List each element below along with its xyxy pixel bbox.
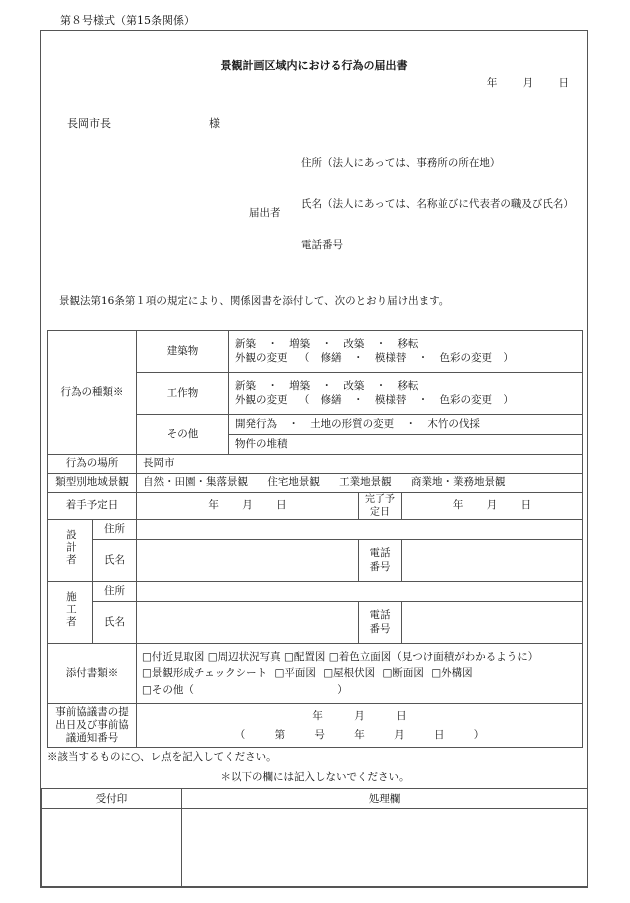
- structure-options[interactable]: [229, 373, 583, 415]
- structure-options-line2: 外観の変更 （ 修繕 ・ 模様替 ・ 色彩の変更 ）: [235, 393, 514, 406]
- designer-address-label: 住所: [93, 520, 137, 540]
- prior-consultation-number: （ 第 号 年 月 日 ）: [234, 728, 485, 741]
- location-label: 行為の場所: [48, 455, 137, 474]
- notifier-address-field[interactable]: 住所（法人にあっては、事務所の所在地）: [301, 157, 501, 169]
- designer-phone-field[interactable]: [402, 540, 583, 582]
- designer-phone-label: [359, 540, 402, 582]
- do-not-fill-note: ＊以下の欄には記入しないでください。: [220, 771, 410, 783]
- action-type-label: 行為の種類※: [48, 331, 137, 455]
- builder-address-label: 住所: [93, 582, 137, 602]
- building-options-line1: 新築 ・ 増築 ・ 改築 ・ 移転: [235, 337, 419, 350]
- form-title: 景観計画区域内における行為の届出書: [220, 59, 408, 72]
- attachments-label: 添付書類※: [48, 644, 137, 704]
- prior-consultation-field[interactable]: [137, 704, 583, 748]
- builder-label-text: 施工者: [64, 591, 77, 629]
- builder-label: [48, 582, 93, 644]
- landscape-label: 類型別地域景観: [48, 474, 137, 493]
- notifier-phone-field[interactable]: 電話番号: [301, 239, 343, 251]
- builder-phone-label-1: 電話: [369, 608, 391, 621]
- other-label: その他: [137, 415, 229, 455]
- start-date-field[interactable]: 年 月 日: [137, 493, 359, 520]
- builder-address-field[interactable]: [137, 582, 583, 602]
- addressee: 長岡市長: [67, 117, 111, 130]
- landscape-options[interactable]: 自然・田園・集落景観 住宅地景観 工業地景観 商業地・業務地景観: [137, 474, 583, 493]
- submission-date[interactable]: 年 月 日: [486, 77, 569, 89]
- builder-name-field[interactable]: [137, 602, 359, 644]
- end-date-label: 完了予定日: [359, 493, 402, 520]
- attachments-options[interactable]: [137, 644, 583, 704]
- structure-label: 工作物: [137, 373, 229, 415]
- builder-phone-label: [359, 602, 402, 644]
- start-date-label: 着手予定日: [48, 493, 137, 520]
- structure-options-line1: 新築 ・ 増築 ・ 改築 ・ 移転: [235, 379, 419, 392]
- attachments-line3: □その他（ ）: [142, 683, 348, 696]
- builder-name-label: 氏名: [93, 602, 137, 644]
- building-label: 建築物: [137, 331, 229, 373]
- designer-phone-label-1: 電話: [369, 546, 391, 559]
- designer-label: [48, 520, 93, 582]
- end-date-field[interactable]: 年 月 日: [402, 493, 583, 520]
- receipt-stamp-label: 受付印: [42, 789, 182, 809]
- processing-label: 処理欄: [182, 789, 588, 809]
- notification-table: [47, 330, 583, 748]
- builder-phone-label-2: 番号: [369, 622, 391, 635]
- prior-consultation-label: 事前協議書の提出日及び事前協議通知番号: [48, 704, 137, 748]
- location-field[interactable]: 長岡市: [137, 455, 583, 474]
- addressee-suffix: 様: [209, 117, 220, 130]
- other-options-line2[interactable]: 物件の堆積: [229, 435, 583, 455]
- building-options[interactable]: [229, 331, 583, 373]
- designer-name-label: 氏名: [93, 540, 137, 582]
- form-number: 第８号様式（第15条関係）: [60, 14, 195, 27]
- notifier-label: 届出者: [249, 207, 281, 219]
- processing-box: [182, 809, 588, 887]
- designer-phone-label-2: 番号: [369, 560, 391, 573]
- designer-label-text: 設計者: [64, 529, 77, 567]
- notifier-name-field[interactable]: 氏名（法人にあっては、名称並びに代表者の職及び氏名）: [301, 198, 574, 210]
- receipt-stamp-box: [42, 809, 182, 887]
- prior-consultation-date: 年 月 日: [312, 709, 407, 722]
- other-options-line1[interactable]: 開発行為 ・ 土地の形質の変更 ・ 木竹の伐採: [229, 415, 583, 435]
- checkmark-note: ※該当するものに○、レ点を記入してください。: [47, 751, 277, 763]
- attachments-line2: □景観形成チェックシート □平面図 □屋根伏図 □断面図 □外構図: [142, 667, 473, 680]
- designer-name-field[interactable]: [137, 540, 359, 582]
- builder-phone-field[interactable]: [402, 602, 583, 644]
- designer-address-field[interactable]: [137, 520, 583, 540]
- statement: 景観法第16条第１項の規定により、関係図書を添付して、次のとおり届け出ます。: [59, 295, 450, 307]
- attachments-line1: □付近見取図 □周辺状況写真 □配置図 □着色立面図（見つけ面積がわかるように）: [142, 651, 539, 664]
- building-options-line2: 外観の変更 （ 修繕 ・ 模様替 ・ 色彩の変更 ）: [235, 351, 514, 364]
- office-use-table: [41, 788, 588, 887]
